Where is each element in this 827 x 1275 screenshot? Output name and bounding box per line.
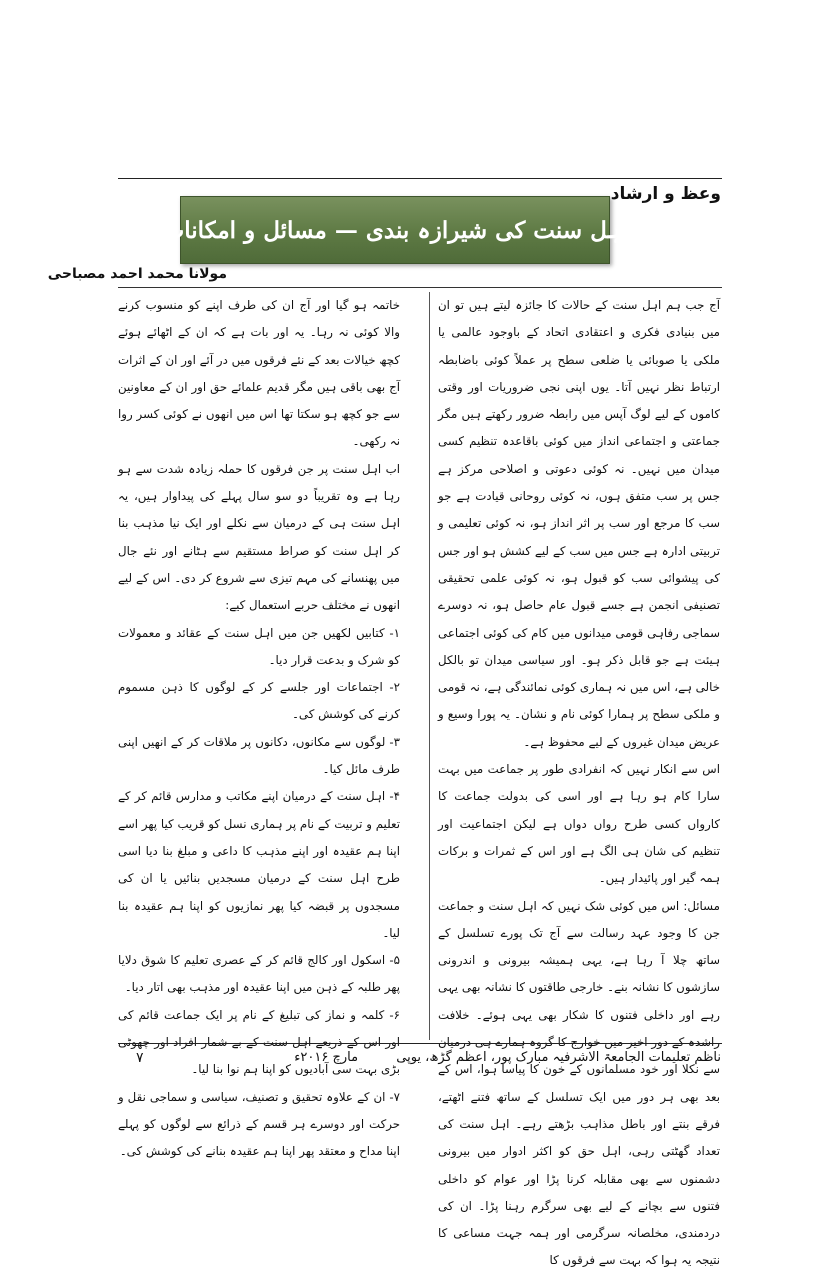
list-item: ۲- اجتماعات اور جلسے کر کے لوگوں کا ذہن مسموم کرنے کی کوشش کی۔ [118, 680, 400, 722]
footer-info [294, 1050, 721, 1065]
paragraph: آج جب ہم اہل سنت کے حالات کا جائزہ لیتے ہیں تو ان میں بنیادی فکری و اعتقادی اتحاد کے باوجود عالمی یا ملکی یا صوبائی یا ضلعی سطح پر عملاً کوئی باضابطہ ارتباط نظر نہیں آتا۔ یوں اپنی نجی ضروریات اور وقتی کاموں کے لیے لوگ آپس میں رابطہ ضرور رکھتے ہیں مگر جماعتی و اجتماعی انداز میں کوئی باقاعدہ تنظیم کسی میدان میں نہیں۔ نہ کوئی دعوتی و اصلاحی مرکز ہے جس پر سب متفق ہوں، نہ کوئی روحانی قیادت ہے جو سب کا مرجع اور سب پر اثر انداز ہو، نہ کوئی تعلیمی و تربیتی ادارہ ہے جس میں سب کے لیے کشش ہو اور جس کی پیشوائی سب کو قبول ہو، نہ کوئی علمی تحقیقی تصنیفی انجمن ہے جسے قبول عام حاصل ہو، نہ دوسرے سماجی رفاہی قومی میدانوں میں کام کی کوئی اجتماعی ہیئت ہے جو قابل ذکر ہو۔ اور سیاسی میدان تو بالکل خالی ہے، اس میں نہ ہماری کوئی نمائندگی ہے، نہ قومی و ملکی سطح پر ہمارا کوئی نام و نشان۔ یہ پورا وسیع و عریض میدان غیروں کے لیے محفوظ ہے۔ [438, 298, 720, 749]
left-column [118, 292, 400, 1166]
publication-name: ناظم تعلیمات الجامعۃ الاشرفیہ مبارک پور، اعظم گڑھ، یوپی [396, 1050, 721, 1065]
article-title: اہل سنت کی شیرازہ بندی — مسائل و امکانات [162, 216, 628, 244]
column-divider [429, 292, 430, 1040]
list-item: ۷- ان کے علاوہ تحقیق و تصنیف، سیاسی و سماجی نقل و حرکت اور دوسرے ہر قسم کے ذرائع سے لوگوں کو پہلے اپنا مداح و معتقد پھر اپنا ہم عقیدہ بنانے کی کوشش کی۔ [118, 1089, 400, 1159]
page-number: ۷ [136, 1050, 144, 1066]
section-label: وعظ و ارشاد [610, 184, 721, 204]
list-item: ۵- اسکول اور کالج قائم کر کے عصری تعلیم کا شوق دلایا پھر طلبہ کے ذہن میں اپنا عقیدہ اور مذہب بھی اتار دیا۔ [118, 953, 400, 995]
header-rule [118, 178, 722, 179]
paragraph: مسائل: اس میں کوئی شک نہیں کہ اہل سنت و جماعت جن کا وجود عہد رسالت سے آج تک پورے تسلسل کے ساتھ چلا آ رہا ہے، یہی ہمیشہ بیرونی و اندرونی سازشوں کا نشانہ بنے۔ خارجی طاقتوں کا نشانہ بھی یہی رہے اور داخلی فتنوں کا شکار بھی یہی ہوئے۔ خلافت راشدہ کے دور اخیر میں خوارج کا گروہ ہمارے ہی درمیان سے نکلا اور خود مسلمانوں کے خون کا پیاسا ہوا، اس کے بعد بھی ہر دور میں ایک تسلسل کے ساتھ فتنے اٹھتے، فرقے بنتے اور باطل مذاہب بڑھتے رہے۔ اہل سنت کی تعداد گھٹتی رہی، اہل حق کو اکثر ادوار میں بیرونی دشمنوں سے بھی مقابلہ کرنا پڑا اور عوام کو داخلی فتنوں سے بچانے کے لیے بھی سرگرم رہنا پڑا۔ ان کی دردمندی، مخلصانہ سرگرمی اور ہمہ جہت مساعی کا نتیجہ یہ ہوا کہ بہت سے فرقوں کا [438, 898, 720, 1268]
list-item: ۱- کتابیں لکھیں جن میں اہل سنت کے عقائد و معمولات کو شرک و بدعت قرار دیا۔ [118, 625, 400, 667]
paragraph: اب اہل سنت پر جن فرقوں کا حملہ زیادہ شدت سے ہو رہا ہے وہ تقریباً دو سو سال پہلے کی پیداوار ہیں، یہ اہل سنت ہی کے درمیان سے نکلے اور ایک نیا مذہب بنا کر اہل سنت کو صراط مستقیم سے ہٹانے اور نئے جال میں پھنسانے کی مہم تیزی سے شروع کر دی۔ اس کے لیے انھوں نے مختلف حربے استعمال کیے: [118, 461, 400, 613]
paragraph: خاتمہ ہو گیا اور آج ان کی طرف اپنے کو منسوب کرنے والا کوئی نہ رہا۔ یہ اور بات ہے کہ ان کے اٹھائے ہوئے کچھ خیالات بعد کے نئے فرقوں میں در آئے اور ان کے اثرات آج بھی باقی ہیں مگر قدیم علمائے حق اور ان کے معاونین سے جو کچھ ہو سکتا تھا اس میں انھوں نے کوئی کسر روا نہ رکھی۔ [118, 298, 400, 449]
footer-rule [118, 1043, 722, 1044]
right-column [438, 292, 720, 1275]
title-banner [162, 196, 628, 264]
list-item: ۴- اہل سنت کے درمیان اپنے مکاتب و مدارس قائم کر کے تعلیم و تربیت کے نام پر ہماری نسل کو قریب کیا پھر اسے اپنا ہم عقیدہ اور اپنے مذہب کا داعی و مبلغ بنا دیا اسی طرح اہل سنت کے درمیان مسجدیں بنائیں یا ان کی مسجدوں پر قبضہ کیا پھر نمازیوں کو اپنا ہم عقیدہ بنا لیا۔ [118, 789, 400, 940]
issue-date: مارچ ۲۰۱۶ء [294, 1050, 359, 1065]
list-item: ۶- کلمہ و نماز کی تبلیغ کے نام پر ایک جماعت قائم کی اور اس کے ذریعے اہل سنت کے بے شمار افراد اور چھوٹی بڑی بہت سی آبادیوں کو اپنا ہم نوا بنا لیا۔ [118, 1007, 400, 1077]
author-name: مولانا محمد احمد مصباحی [47, 266, 227, 282]
list-item: ۳- لوگوں سے مکانوں، دکانوں پر ملاقات کر کے انھیں اپنی طرف مائل کیا۔ [118, 734, 400, 777]
author-rule [118, 287, 722, 288]
paragraph: اس سے انکار نہیں کہ انفرادی طور پر جماعت میں بہت سارا کام ہو رہا ہے اور اسی کی بدولت جماعت کا کارواں کسی طرح رواں دواں ہے لیکن اجتماعیت اور تنظیم کی شان ہی الگ ہے اور اس کے ثمرات و برکات ہمہ گیر اور پائیدار ہیں۔ [438, 762, 720, 886]
